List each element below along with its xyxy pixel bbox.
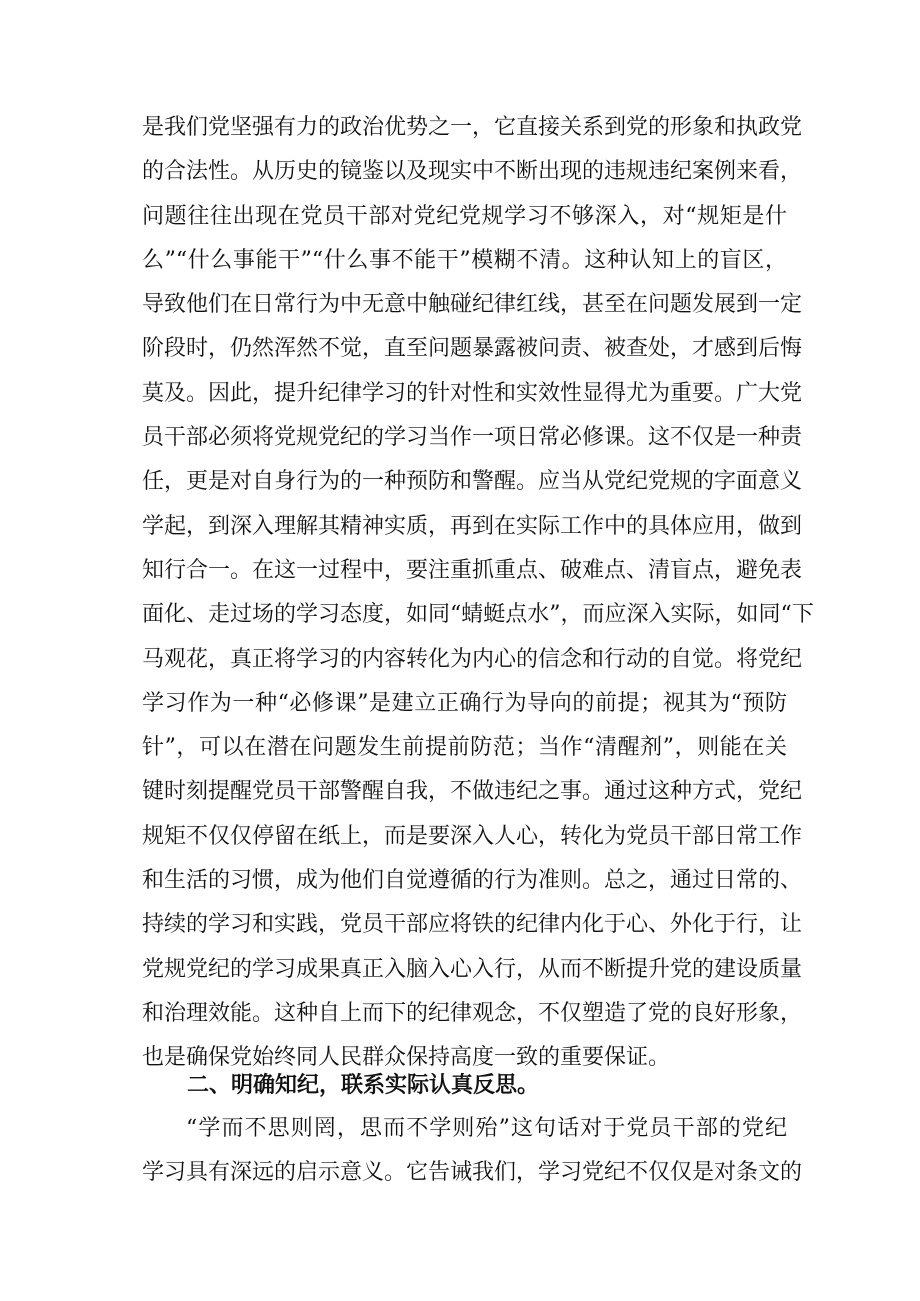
text-line: 键时刻提醒党员干部警醒自我，不做违纪之事。通过这种方式，党纪 [142, 779, 803, 805]
text-line: 学起，到深入理解其精神实质，再到在实际工作中的具体应用，做到 [142, 513, 803, 539]
text-line: 莫及。因此，提升纪律学习的针对性和实效性显得尤为重要。广大党 [142, 380, 803, 406]
text-line: 和治理效能。这种自上而下的纪律观念，不仅塑造了党的良好形象， [142, 1000, 803, 1026]
text-line: 知行合一。在这一过程中，要注重抓重点、破难点、清盲点，避免表 [142, 557, 803, 583]
text-line: 么”“什么事能干”“什么事不能干”模糊不清。这种认知上的盲区， [142, 247, 787, 273]
text-line: 学习具有深远的启示意义。它告诫我们，学习党纪不仅仅是对条文的 [142, 1160, 803, 1186]
text-line: 持续的学习和实践，党员干部应将铁的纪律内化于心、外化于行，让 [142, 912, 803, 938]
body-paragraph [142, 106, 814, 1081]
text-line: 问题往往出现在党员干部对党纪党规学习不够深入，对“规矩是什 [142, 203, 787, 229]
text-line: “学而不思则罔，思而不学则殆”这句话对于党员干部的党纪 [186, 1116, 787, 1141]
text-line: 导致他们在日常行为中无意中触碰纪律红线，甚至在问题发展到一定 [142, 292, 803, 318]
section-heading: 二、明确知纪，联系实际认真反思。 [187, 1072, 540, 1098]
text-line: 的合法性。从历史的镜鉴以及现实中不断出现的违规违纪案例来看， [142, 159, 803, 185]
text-line: 学习作为一种“必修课”是建立正确行为导向的前提；视其为“预防 [142, 690, 787, 716]
body-paragraph [142, 1107, 803, 1196]
text-line: 面化、走过场的学习态度，如同“蜻蜓点水”，而应深入实际，如同“下 [142, 602, 814, 628]
text-line: 党规党纪的学习成果真正入脑入心入行，从而不断提升党的建设质量 [142, 956, 803, 982]
text-line: 任，更是对自身行为的一种预防和警醒。应当从党纪党规的字面意义 [142, 469, 803, 495]
text-line: 员干部必须将党规党纪的学习当作一项日常必修课。这不仅是一种责 [142, 425, 803, 451]
text-line: 针”，可以在潜在问题发生前提前防范；当作“清醒剂”，则能在关 [142, 735, 787, 761]
text-line: 阶段时，仍然浑然不觉，直至问题暴露被问责、被查处，才感到后悔 [142, 336, 803, 362]
text-line: 是我们党坚强有力的政治优势之一，它直接关系到党的形象和执政党 [142, 115, 803, 140]
text-line: 和生活的习惯，成为他们自觉遵循的行为准则。总之，通过日常的、 [142, 868, 803, 894]
text-line: 马观花，真正将学习的内容转化为内心的信念和行动的自觉。将党纪 [142, 646, 803, 672]
text-line: 也是确保党始终同人民群众保持高度一致的重要保证。 [142, 1045, 671, 1071]
text-line: 规矩不仅仅停留在纸上，而是要深入人心，转化为党员干部日常工作 [142, 823, 803, 849]
